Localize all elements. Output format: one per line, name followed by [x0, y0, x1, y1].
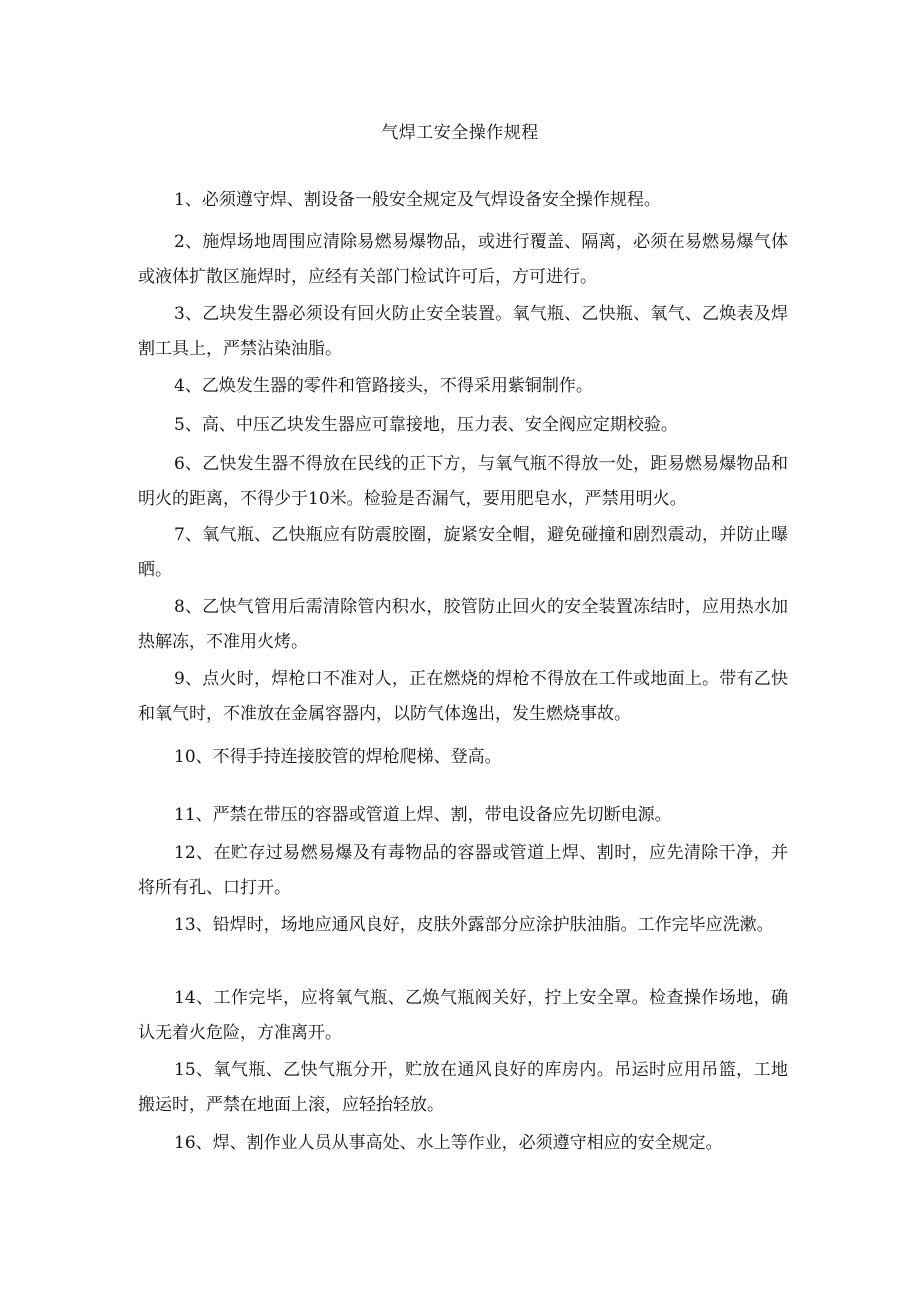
- document-title: 气焊工安全操作规程: [381, 123, 539, 143]
- rule-item-2: 2、施焊场地周围应清除易燃易爆物品，或进行覆盖、隔离，必须在易燃易爆气体或液体扩散区施焊时，应经有关部门检试许可后，方可进行。: [138, 232, 788, 287]
- rule-item-14: 14、工作完毕，应将氧气瓶、乙焕气瓶阀关好，拧上安全罩。检查操作场地，确认无着火危险，方准离开。: [138, 988, 788, 1043]
- rule-item-13: 13、铅焊时，场地应通风良好，皮肤外露部分应涂护肤油脂。工作完毕应洗漱。: [174, 915, 774, 935]
- rule-item-12: 12、在贮存过易燃易爆及有毒物品的容器或管道上焊、割时，应先清除干净，并将所有孔、口打开。: [138, 843, 788, 898]
- rule-item-16: 16、焊、割作业人员从事高处、水上等作业，必须遵守相应的安全规定。: [174, 1133, 723, 1153]
- rule-item-7: 7、氧气瓶、乙快瓶应有防震胶圈，旋紧安全帽，避免碰撞和剧烈震动，并防止曝晒。: [138, 525, 788, 580]
- rule-item-5: 5、高、中压乙块发生器应可靠接地，压力表、安全阀应定期校验。: [174, 415, 678, 435]
- rule-item-3: 3、乙块发生器必须设有回火防止安全装置。氧气瓶、乙快瓶、氧气、乙焕表及焊割工具上，严禁沾染油脂。: [138, 304, 788, 359]
- rule-item-10: 10、不得手持连接胶管的焊枪爬梯、登高。: [174, 747, 502, 767]
- rule-item-15: 15、氧气瓶、乙快气瓶分开，贮放在通风良好的库房内。吊运时应用吊篮，工地搬运时，严禁在地面上滚，应轻抬轻放。: [138, 1060, 788, 1115]
- rule-item-9: 9、点火时，焊枪口不准对人，正在燃烧的焊枪不得放在工件或地面上。带有乙快和氧气时，不准放在金属容器内，以防气体逸出，发生燃烧事故。: [138, 669, 788, 724]
- rule-item-11: 11、严禁在带压的容器或管道上焊、割，带电设备应先切断电源。: [174, 805, 672, 825]
- rule-item-1: 1、必须遵守焊、割设备一般安全规定及气焊设备安全操作规程。: [174, 190, 661, 210]
- rule-item-4: 4、乙焕发生器的零件和管路接头，不得采用紫铜制作。: [174, 376, 593, 396]
- rule-item-8: 8、乙快气管用后需清除管内积水，胶管防止回火的安全装置冻结时，应用热水加热解冻，不准用火烤。: [138, 597, 788, 652]
- rule-item-6: 6、乙快发生器不得放在民线的正下方，与氧气瓶不得放一处，距易燃易爆物品和明火的距离，不得少于10米。检验是否漏气，要用肥皂水，严禁用明火。: [138, 454, 788, 509]
